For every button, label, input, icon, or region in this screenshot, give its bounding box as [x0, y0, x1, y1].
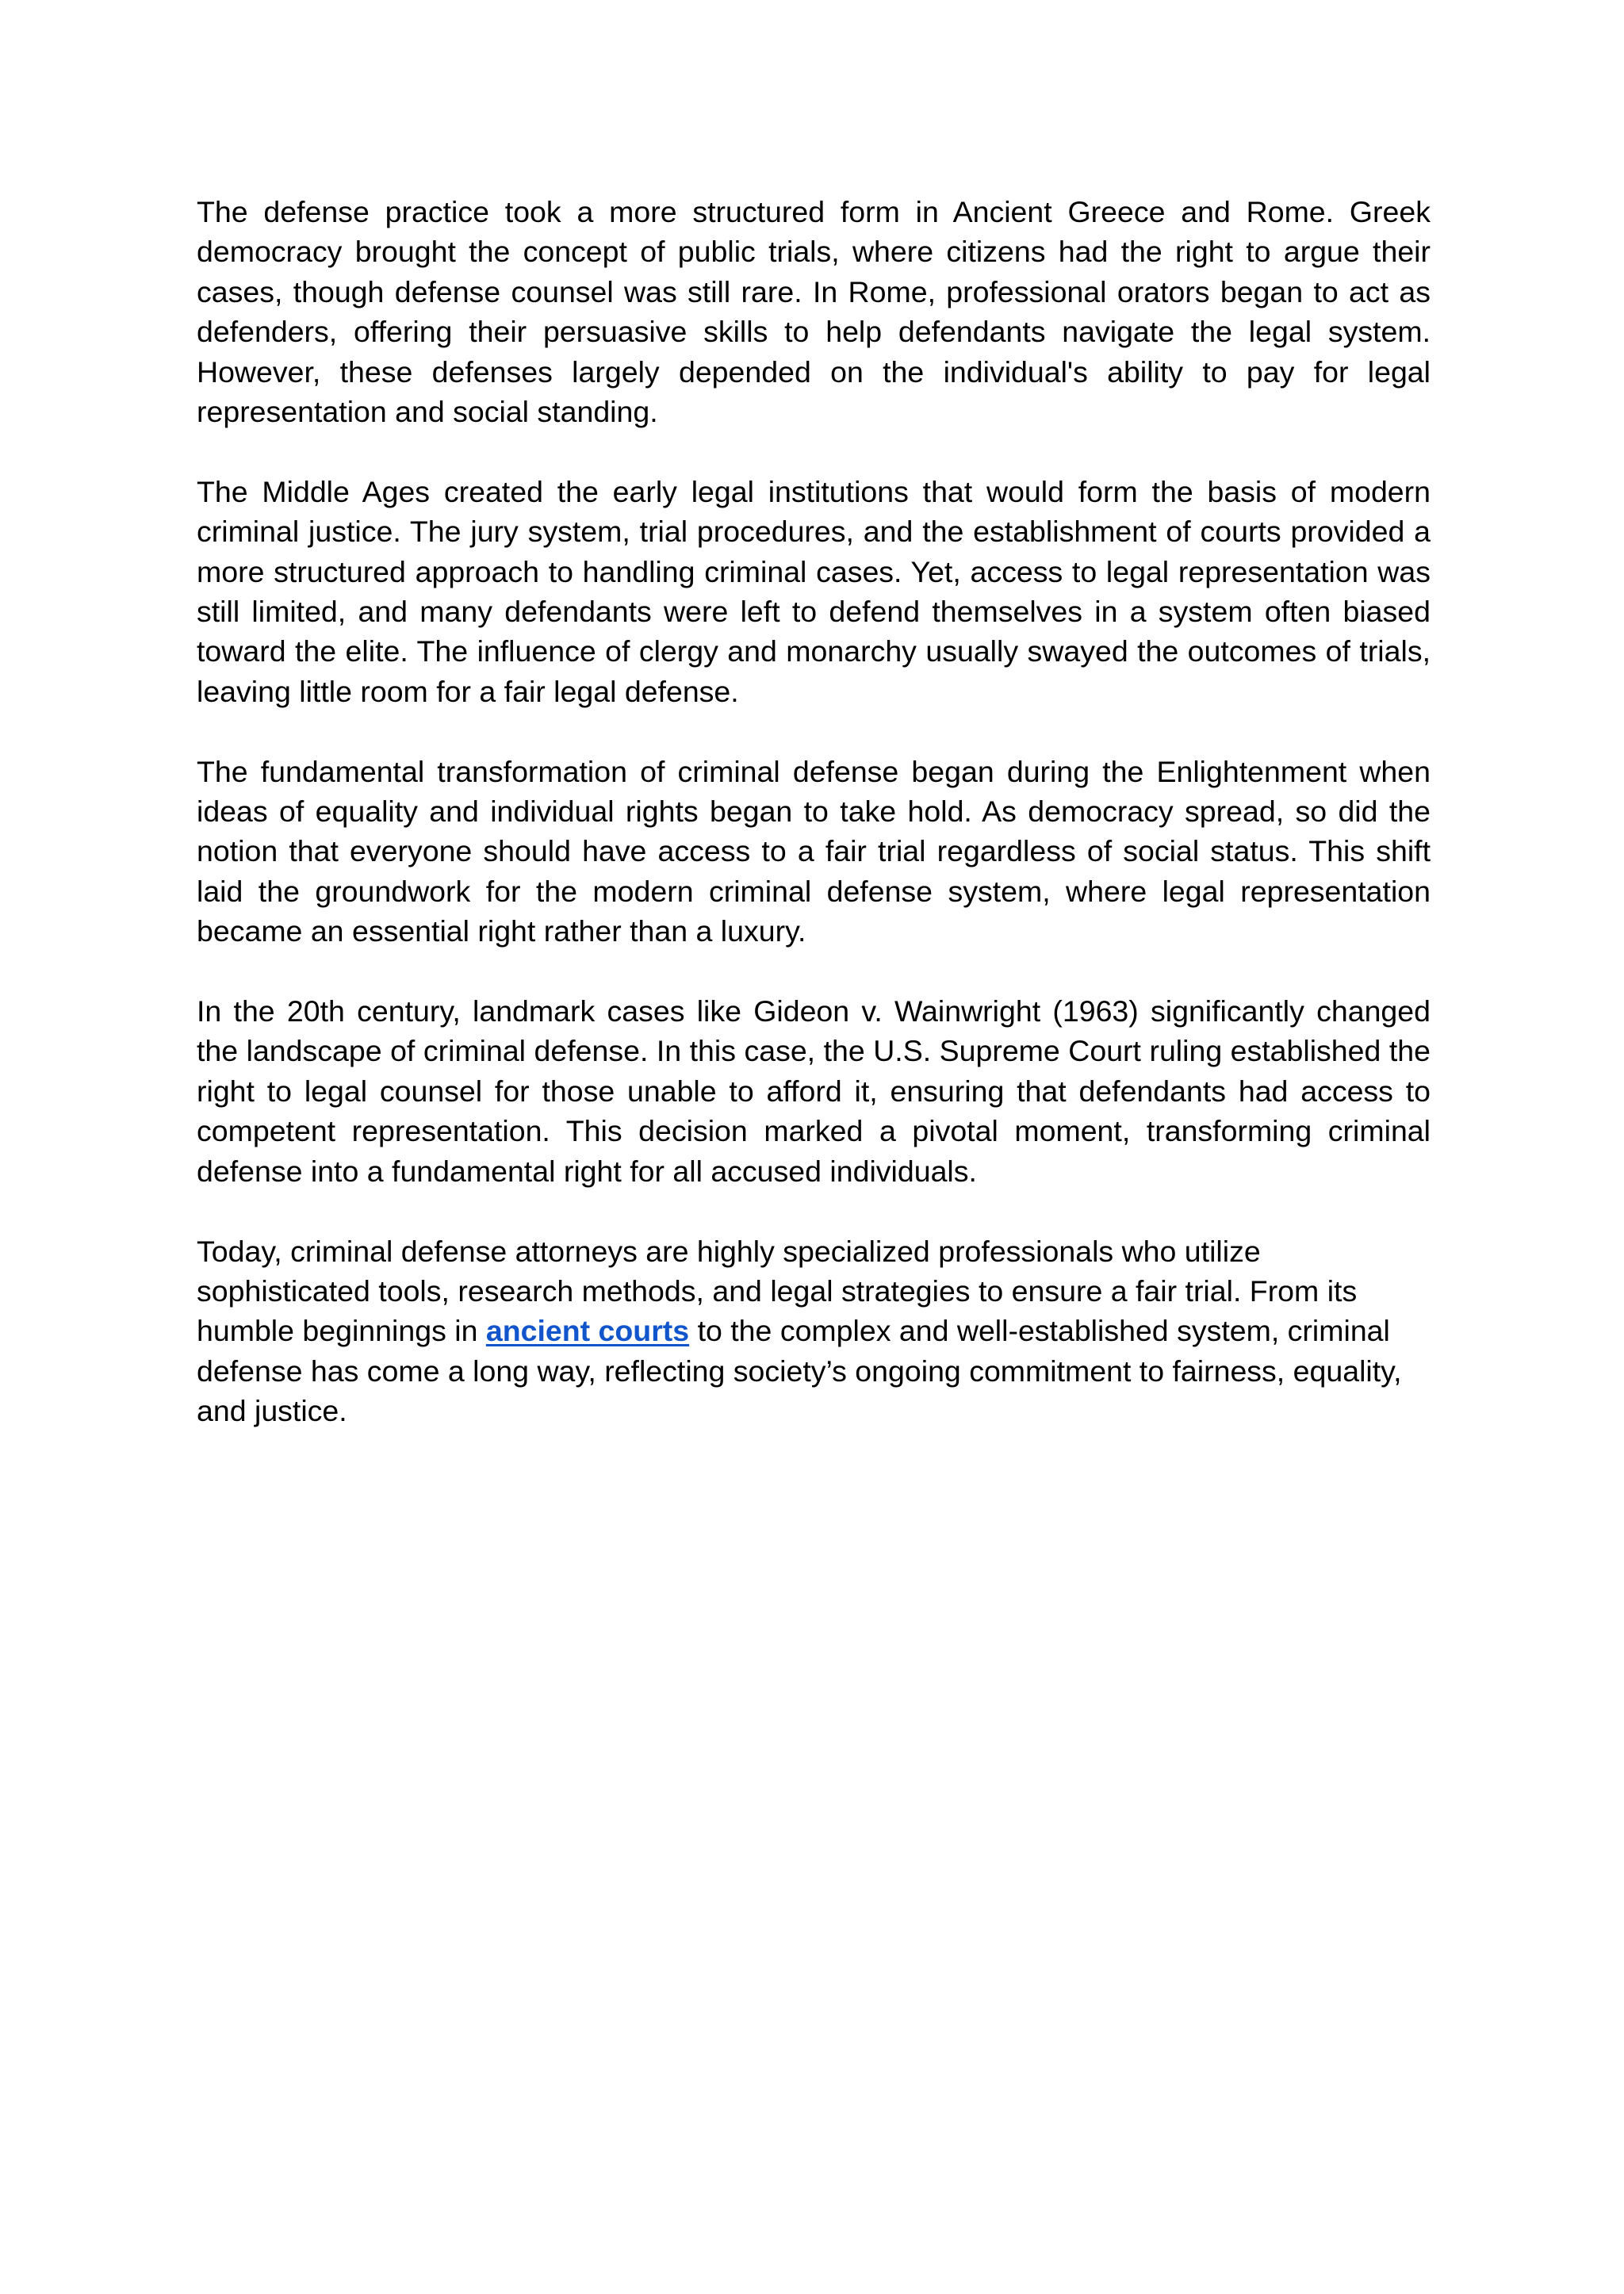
document-body: [197, 192, 1431, 1471]
paragraph-today-text-after-link: to the complex and well-established system, criminal defense has come a long way, reflecting society’s ongoing commitment to fairness, equality, and justice.: [197, 1314, 1402, 1428]
paragraph-middle-ages: The Middle Ages created the early legal institutions that would form the basis of modern criminal justice. The jury system, trial procedures, and the establishment of courts provided a more structured approach to handling criminal cases. Yet, access to legal representation was still limited, and many defendants were left to defend themselves in a system often biased toward the elite. The influence of clergy and monarchy usually swayed the outcomes of trials, leaving little room for a fair legal defense.: [197, 474, 1431, 708]
paragraph-today: [197, 1231, 1431, 1431]
paragraph-20th-century: In the 20th century, landmark cases like Gideon v. Wainwright (1963) significantly changed the landscape of criminal defense. In this case, the U.S. Supreme Court ruling established the right to legal counsel for those unable to afford it, ensuring that defendants had access to competent representation. This decision marked a pivotal moment, transforming criminal defense into a fundamental right for all accused individuals.: [197, 994, 1431, 1188]
paragraph-enlightenment: The fundamental transformation of criminal defense began during the Enlightenment when ideas of equality and individual rights began to take hold. As democracy spread, so did the notion that everyone should have access to a fair trial regardless of social status. This shift laid the groundwork for the modern criminal defense system, where legal representation became an essential right rather than a luxury.: [197, 754, 1431, 948]
ancient-courts-link[interactable]: ancient courts: [485, 1314, 690, 1348]
paragraph-today-text-before-link: Today, criminal defense attorneys are highly specialized professionals who utilize sophisticated tools, research methods, and legal strategies to ensure a fair trial. From its humble beginnings in: [197, 1234, 1358, 1348]
paragraph-ancient-greece-rome: The defense practice took a more structured form in Ancient Greece and Rome. Greek democracy brought the concept of public trials, where citizens had the right to argue their cases, though defense counsel was still rare. In Rome, professional orators began to act as defenders, offering their persuasive skills to help defendants navigate the legal system. However, these defenses largely depended on the individual's ability to pay for legal representation and social standing.: [197, 195, 1431, 429]
